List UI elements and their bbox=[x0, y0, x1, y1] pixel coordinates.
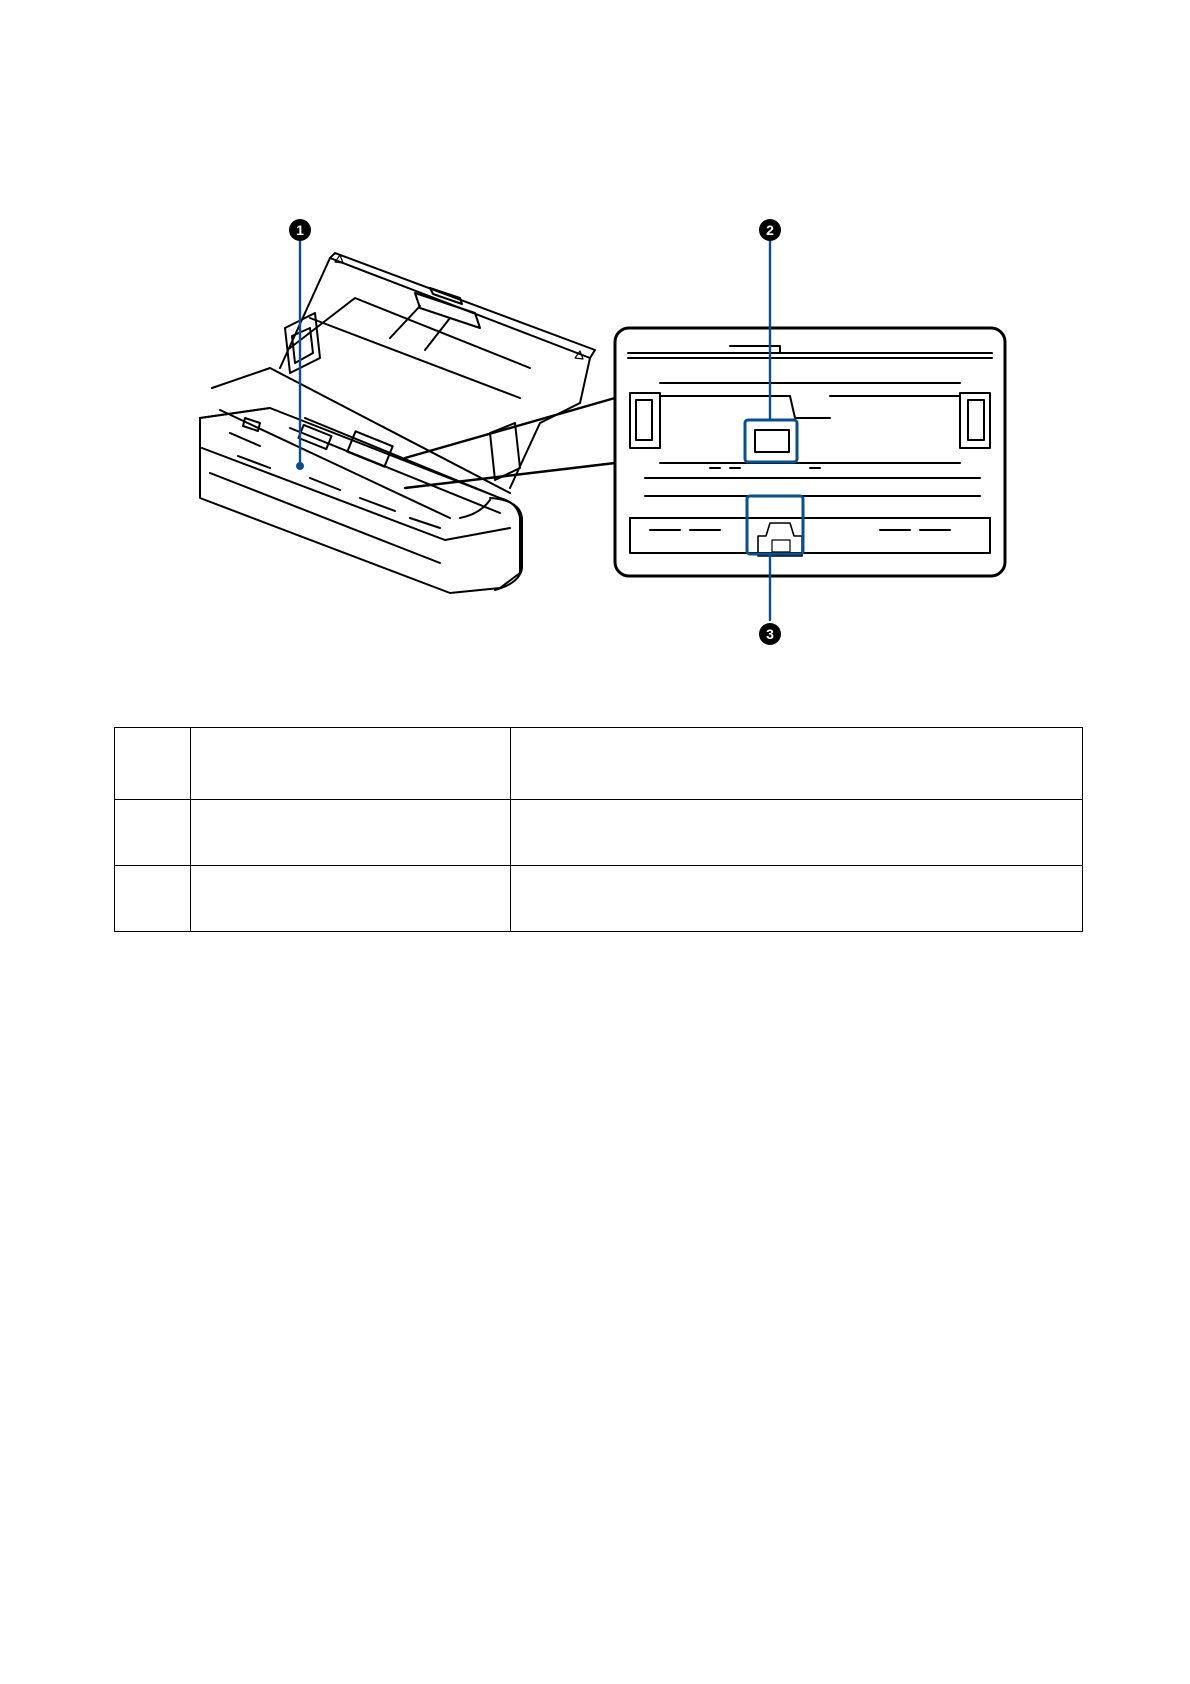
part-name-cell bbox=[191, 728, 511, 800]
svg-text:2: 2 bbox=[766, 222, 774, 238]
zoom-lines bbox=[405, 398, 615, 488]
part-description-cell bbox=[511, 728, 1083, 800]
inset-view bbox=[615, 328, 1005, 576]
table-row bbox=[115, 728, 1083, 800]
part-name-cell bbox=[191, 866, 511, 932]
part-number-cell bbox=[115, 728, 191, 800]
part-description-cell bbox=[511, 866, 1083, 932]
part-name-cell bbox=[191, 800, 511, 866]
callout-2 bbox=[759, 219, 781, 241]
part-number-cell bbox=[115, 866, 191, 932]
callout-3 bbox=[759, 623, 781, 645]
part-description-cell bbox=[511, 800, 1083, 866]
table-row bbox=[115, 866, 1083, 932]
table-row bbox=[115, 800, 1083, 866]
svg-text:1: 1 bbox=[296, 222, 304, 238]
parts-table bbox=[114, 727, 1083, 932]
highlight-boxes bbox=[745, 420, 803, 554]
callout-1 bbox=[289, 219, 311, 241]
svg-text:3: 3 bbox=[766, 626, 774, 642]
scanner-parts-illustration bbox=[190, 218, 1010, 698]
leader-lines bbox=[296, 238, 770, 620]
part-number-cell bbox=[115, 800, 191, 866]
scanner-body-drawing bbox=[200, 253, 595, 593]
